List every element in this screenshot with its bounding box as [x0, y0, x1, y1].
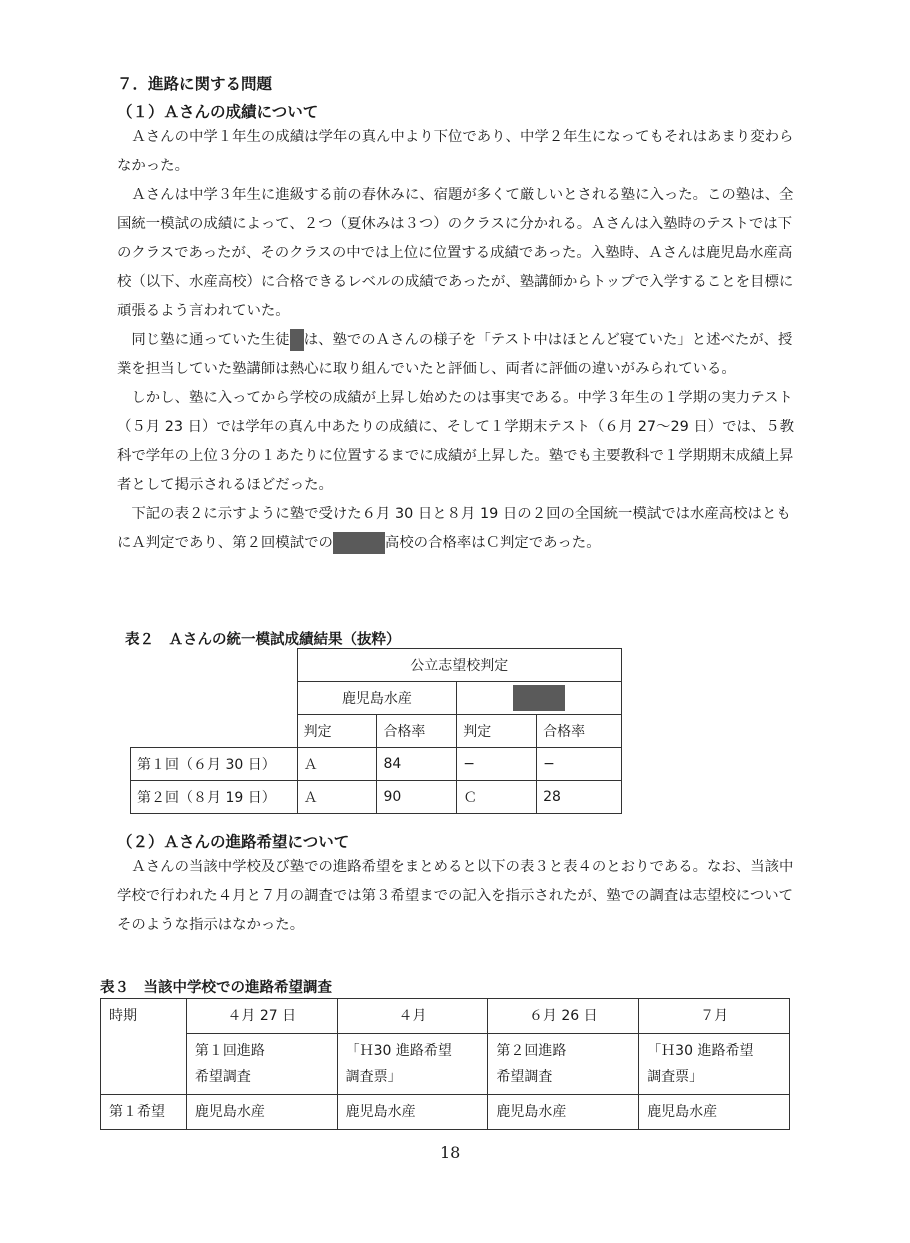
- table3-date-header: ７月: [639, 999, 790, 1034]
- table3-cell: 鹿児島水産: [337, 1095, 488, 1130]
- table3-date-header: ４月: [337, 999, 488, 1034]
- table3-col0-header: 時期: [101, 999, 187, 1095]
- page-number: 18: [440, 1143, 461, 1162]
- table2: [130, 648, 622, 814]
- table2-cell: 90: [377, 781, 457, 814]
- table2-col-judge: 判定: [297, 715, 377, 748]
- subheading-career: （２）Ａさんの進路希望について: [117, 833, 350, 851]
- table2-cell: −: [537, 748, 622, 781]
- table-row: [131, 748, 622, 781]
- redaction-block: [513, 685, 565, 711]
- table3-caption: 表３ 当該中学校での進路希望調査: [100, 980, 332, 996]
- table3-cell: 鹿児島水産: [186, 1095, 337, 1130]
- section-heading: ７．進路に関する問題: [117, 75, 273, 93]
- redaction-block: [290, 329, 304, 351]
- redaction-block: [333, 532, 385, 554]
- table2-caption: 表２ Ａさんの統一模試成績結果（抜粋）: [125, 632, 401, 648]
- table2-cell: Ａ: [297, 781, 377, 814]
- table2-row-label: 第１回（６月 30 日）: [131, 748, 298, 781]
- table3-cell: 鹿児島水産: [488, 1095, 639, 1130]
- paragraph: しかし、塾に入ってから学校の成績が上昇し始めたのは事実である。中学３年生の１学期の実力テスト（５月 23 日）では学年の真ん中あたりの成績に、そして１学期末テスト（６月 27〜29 日）では、５教科で学年の上位３分の１あたりに位置するまでに成績が上昇した。塾でも主要教科で１学期期末成績上昇者として掲示されるほどだった。: [117, 390, 795, 493]
- table3-type-header: 「Ｈ30 進路希望 調査票」: [337, 1034, 488, 1095]
- table3-date-header: ４月 27 日: [186, 999, 337, 1034]
- table3-row-label: 第１希望: [101, 1095, 187, 1130]
- table2-cell: 84: [377, 748, 457, 781]
- table3-type-header: 第１回進路 希望調査: [186, 1034, 337, 1095]
- table2-school1-header: 鹿児島水産: [297, 682, 457, 715]
- table2-col-rate: 合格率: [537, 715, 622, 748]
- table2-cell: Ｃ: [457, 781, 537, 814]
- table3-type-header: 「Ｈ30 進路希望 調査票」: [639, 1034, 790, 1095]
- table-row: [131, 781, 622, 814]
- table2-empty-cell: [131, 715, 298, 748]
- paragraph: 下記の表２に示すように塾で受けた６月 30 日と８月 19 日の２回の全国統一模試では水産高校はともにＡ判定であり、第２回模試での 高校の合格率はＣ判定であった。: [117, 500, 797, 558]
- table-row: [101, 1095, 790, 1130]
- table2-empty-cell: [131, 649, 298, 682]
- table2-cell: Ａ: [297, 748, 377, 781]
- table2-col-judge: 判定: [457, 715, 537, 748]
- table3-cell: 鹿児島水産: [639, 1095, 790, 1130]
- table2-cell: 28: [537, 781, 622, 814]
- paragraph: Ａさんは中学３年生に進級する前の春休みに、宿題が多くて厳しいとされる塾に入った。この塾は、全国統一模試の成績によって、２つ（夏休みは３つ）のクラスに分かれる。Ａさんは入塾時のテストでは下のクラスであったが、そのクラスの中では上位に位置する成績であった。入塾時、Ａさんは鹿児島水産高校（以下、水産高校）に合格できるレベルの成績であったが、塾講師からトップで入学することを目標に頑張るよう言われていた。: [117, 187, 794, 319]
- table3-type-header: 第２回進路 希望調査: [488, 1034, 639, 1095]
- table3-date-header: ６月 26 日: [488, 999, 639, 1034]
- table2-empty-cell: [131, 682, 298, 715]
- paragraph: Ａさんの当該中学校及び塾での進路希望をまとめると以下の表３と表４のとおりである。なお、当該中学校で行われた４月と７月の調査では第３希望までの記入を指示されたが、塾での調査は志望校についてそのような指示はなかった。: [117, 859, 794, 933]
- table2-col-rate: 合格率: [377, 715, 457, 748]
- subheading-grades: （１）Ａさんの成績について: [117, 103, 319, 121]
- body-text-1: [117, 123, 797, 558]
- paragraph: 同じ塾に通っていた生徒 は、塾でのＡさんの様子を「テスト中はほとんど寝ていた」と述べたが、授業を担当していた塾講師は熱心に取り組んでいたと評価し、両者に評価の違いがみられている。: [117, 326, 797, 384]
- table2-row-label: 第２回（８月 19 日）: [131, 781, 298, 814]
- table3: [100, 998, 790, 1130]
- table2-group-header: 公立志望校判定: [297, 649, 621, 682]
- table2-school2-header: [457, 682, 622, 715]
- paragraph: Ａさんの中学１年生の成績は学年の真ん中より下位であり、中学２年生になってもそれはあまり変わらなかった。: [117, 129, 794, 174]
- table2-cell: −: [457, 748, 537, 781]
